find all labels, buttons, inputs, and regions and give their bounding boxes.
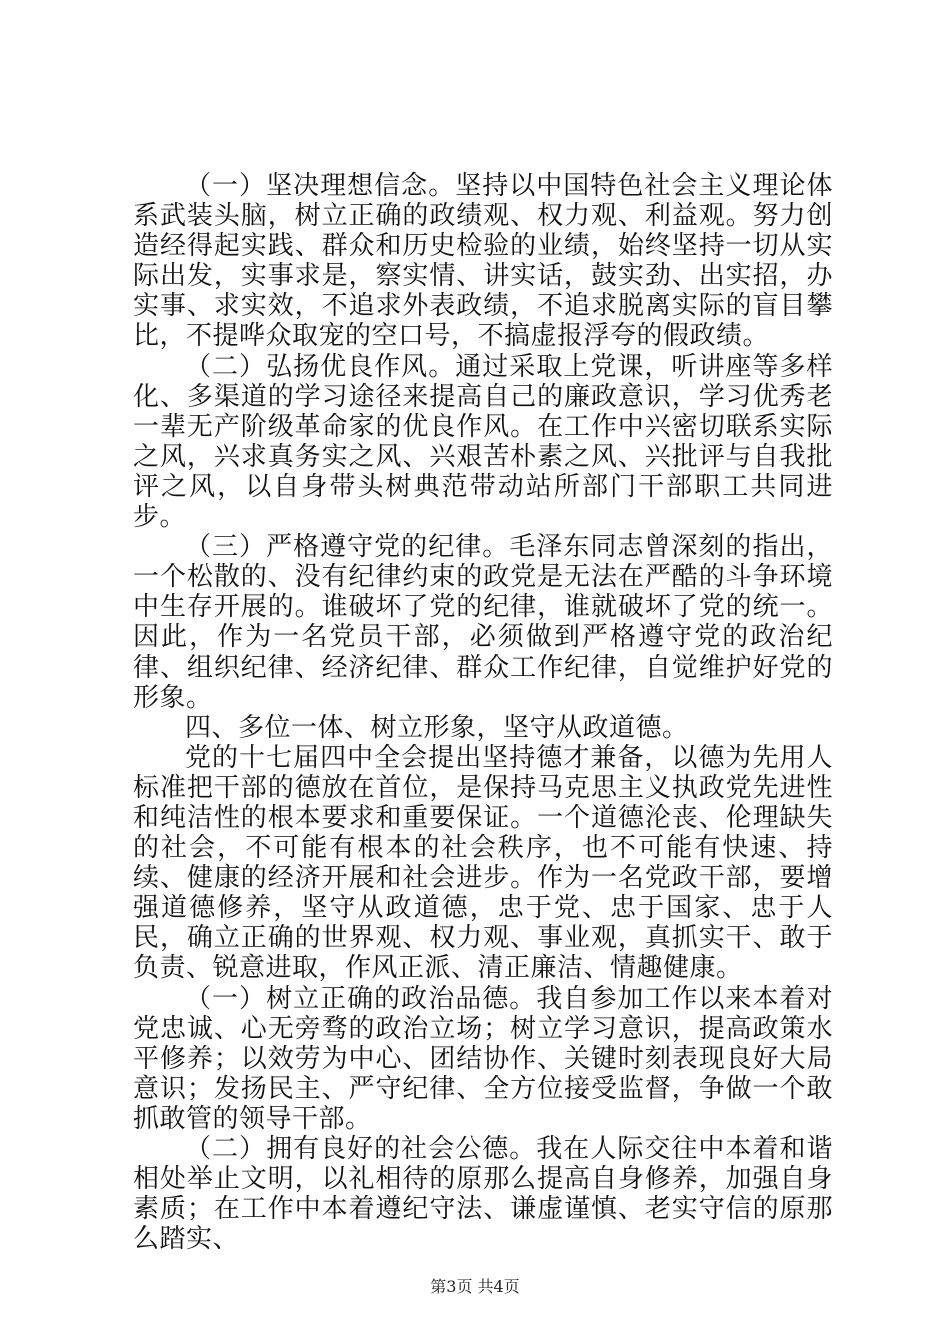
document-body [133, 171, 833, 1254]
paragraph-social-ethics: （二）拥有良好的社会公德。我在人际交往中本着和谐相处举止文明，以礼相待的原那么提高自身修养，加强自身素质；在工作中本着遵纪守法、谦虚谨慎、老实守信的原那么踏实、 [133, 1134, 833, 1255]
paragraph-morality: 党的十七届四中全会提出坚持德才兼备，以德为先用人标准把干部的德放在首位，是保持马克思主义执政党先进性和纯洁性的根本要求和重要保证。一个道德沦丧、伦理缺失的社会，不可能有根本的社会秩序，也不可能有快速、持续、健康的经济开展和社会进步。作为一名党政干部，要增强道德修养，坚守从政道德，忠于党、忠于国家、忠于人民，确立正确的世界观、权力观、事业观，真抓实干、敢于负责、锐意进取，作风正派、清正廉洁、情趣健康。 [133, 742, 833, 984]
page-number-label: 第3页 共4页 [430, 1277, 520, 1296]
paragraph-ideals: （一）坚决理想信念。坚持以中国特色社会主义理论体系武装头脑，树立正确的政绩观、权力观、利益观。努力创造经得起实践、群众和历史检验的业绩，始终坚持一切从实际出发，实事求是，察实情、讲实话，鼓实劲、出实招，办实事、求实效，不追求外表政绩，不追求脱离实际的盲目攀比，不提哗众取宠的空口号，不搞虚报浮夸的假政绩。 [133, 171, 833, 352]
section-heading-four: 四、多位一体、树立形象，坚守从政道德。 [185, 712, 689, 743]
paragraph-political-ethics: （一）树立正确的政治品德。我自参加工作以来本着对党忠诚、心无旁骛的政治立场；树立学习意识，提高政策水平修养；以效劳为中心、团结协作、关键时刻表现良好大局意识；发扬民主、严守纪律、全方位接受监督，争做一个敢抓敢管的领导干部。 [133, 983, 833, 1134]
paragraph-discipline: （三）严格遵守党的纪律。毛泽东同志曾深刻的指出，一个松散的、没有纪律约束的政党是无法在严酷的斗争环境中生存开展的。谁破坏了党的纪律，谁就破坏了党的统一。因此，作为一名党员干部，必须做到严格遵守党的政治纪律、组织纪律、经济纪律、群众工作纪律，自觉维护好党的形象。 [133, 532, 833, 713]
paragraph-style: （二）弘扬优良作风。通过采取上党课，听讲座等多样化、多渠道的学习途径来提高自己的廉政意识，学习优秀老一辈无产阶级革命家的优良作风。在工作中兴密切联系实际之风，兴求真务实之风、兴艰苦朴素之风、兴批评与自我批评之风，以自身带头树典范带动站所部门干部职工共同进步。 [133, 351, 833, 533]
page-footer [0, 1277, 950, 1297]
